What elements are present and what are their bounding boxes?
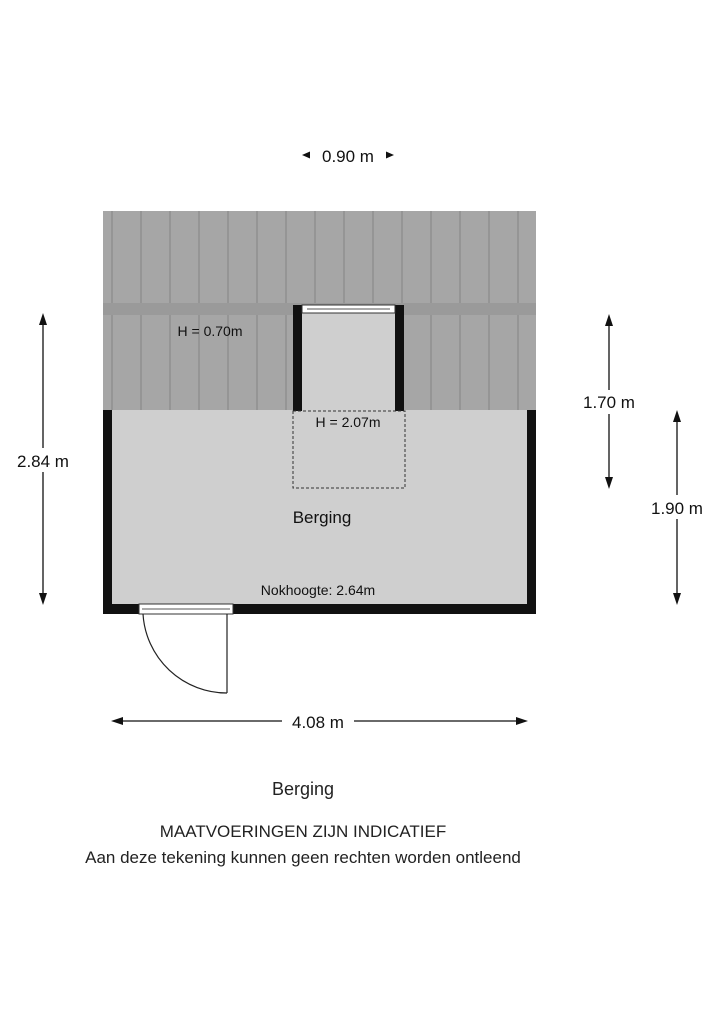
dormer-window bbox=[302, 305, 395, 313]
door bbox=[139, 604, 233, 693]
wall-bottom-left bbox=[103, 604, 139, 614]
dimension-top bbox=[302, 147, 394, 166]
label-height-dormer: H = 2.07m bbox=[315, 414, 381, 430]
dimension-bottom-label: 4.08 m bbox=[292, 713, 344, 732]
dormer-floor bbox=[302, 313, 395, 411]
dimension-right-inner-label: 1.70 m bbox=[583, 393, 635, 412]
disclaimer-line-1: MAATVOERINGEN ZIJN INDICATIEF bbox=[159, 822, 447, 841]
dormer-wall-left bbox=[293, 305, 302, 411]
wall-bottom-right bbox=[233, 604, 536, 614]
wall-left bbox=[103, 410, 112, 614]
dimension-top-label: 0.90 m bbox=[322, 147, 374, 166]
dimension-left-label: 2.84 m bbox=[17, 452, 69, 471]
dimension-right-inner bbox=[576, 314, 644, 489]
footer-title: Berging bbox=[271, 779, 335, 799]
dormer-wall-right bbox=[395, 305, 404, 411]
room-name: Berging bbox=[292, 508, 352, 527]
dimension-right-outer-label: 1.90 m bbox=[651, 499, 703, 518]
wall-right bbox=[527, 410, 536, 614]
label-height-low: H = 0.70m bbox=[177, 323, 243, 339]
dimension-left bbox=[10, 313, 76, 605]
dimension-bottom bbox=[111, 709, 528, 733]
label-ridge-height: Nokhoogte: 2.64m bbox=[260, 582, 376, 598]
dimension-right-outer bbox=[644, 410, 712, 605]
disclaimer-line-2: Aan deze tekening kunnen geen rechten worden ontleend bbox=[85, 848, 521, 867]
